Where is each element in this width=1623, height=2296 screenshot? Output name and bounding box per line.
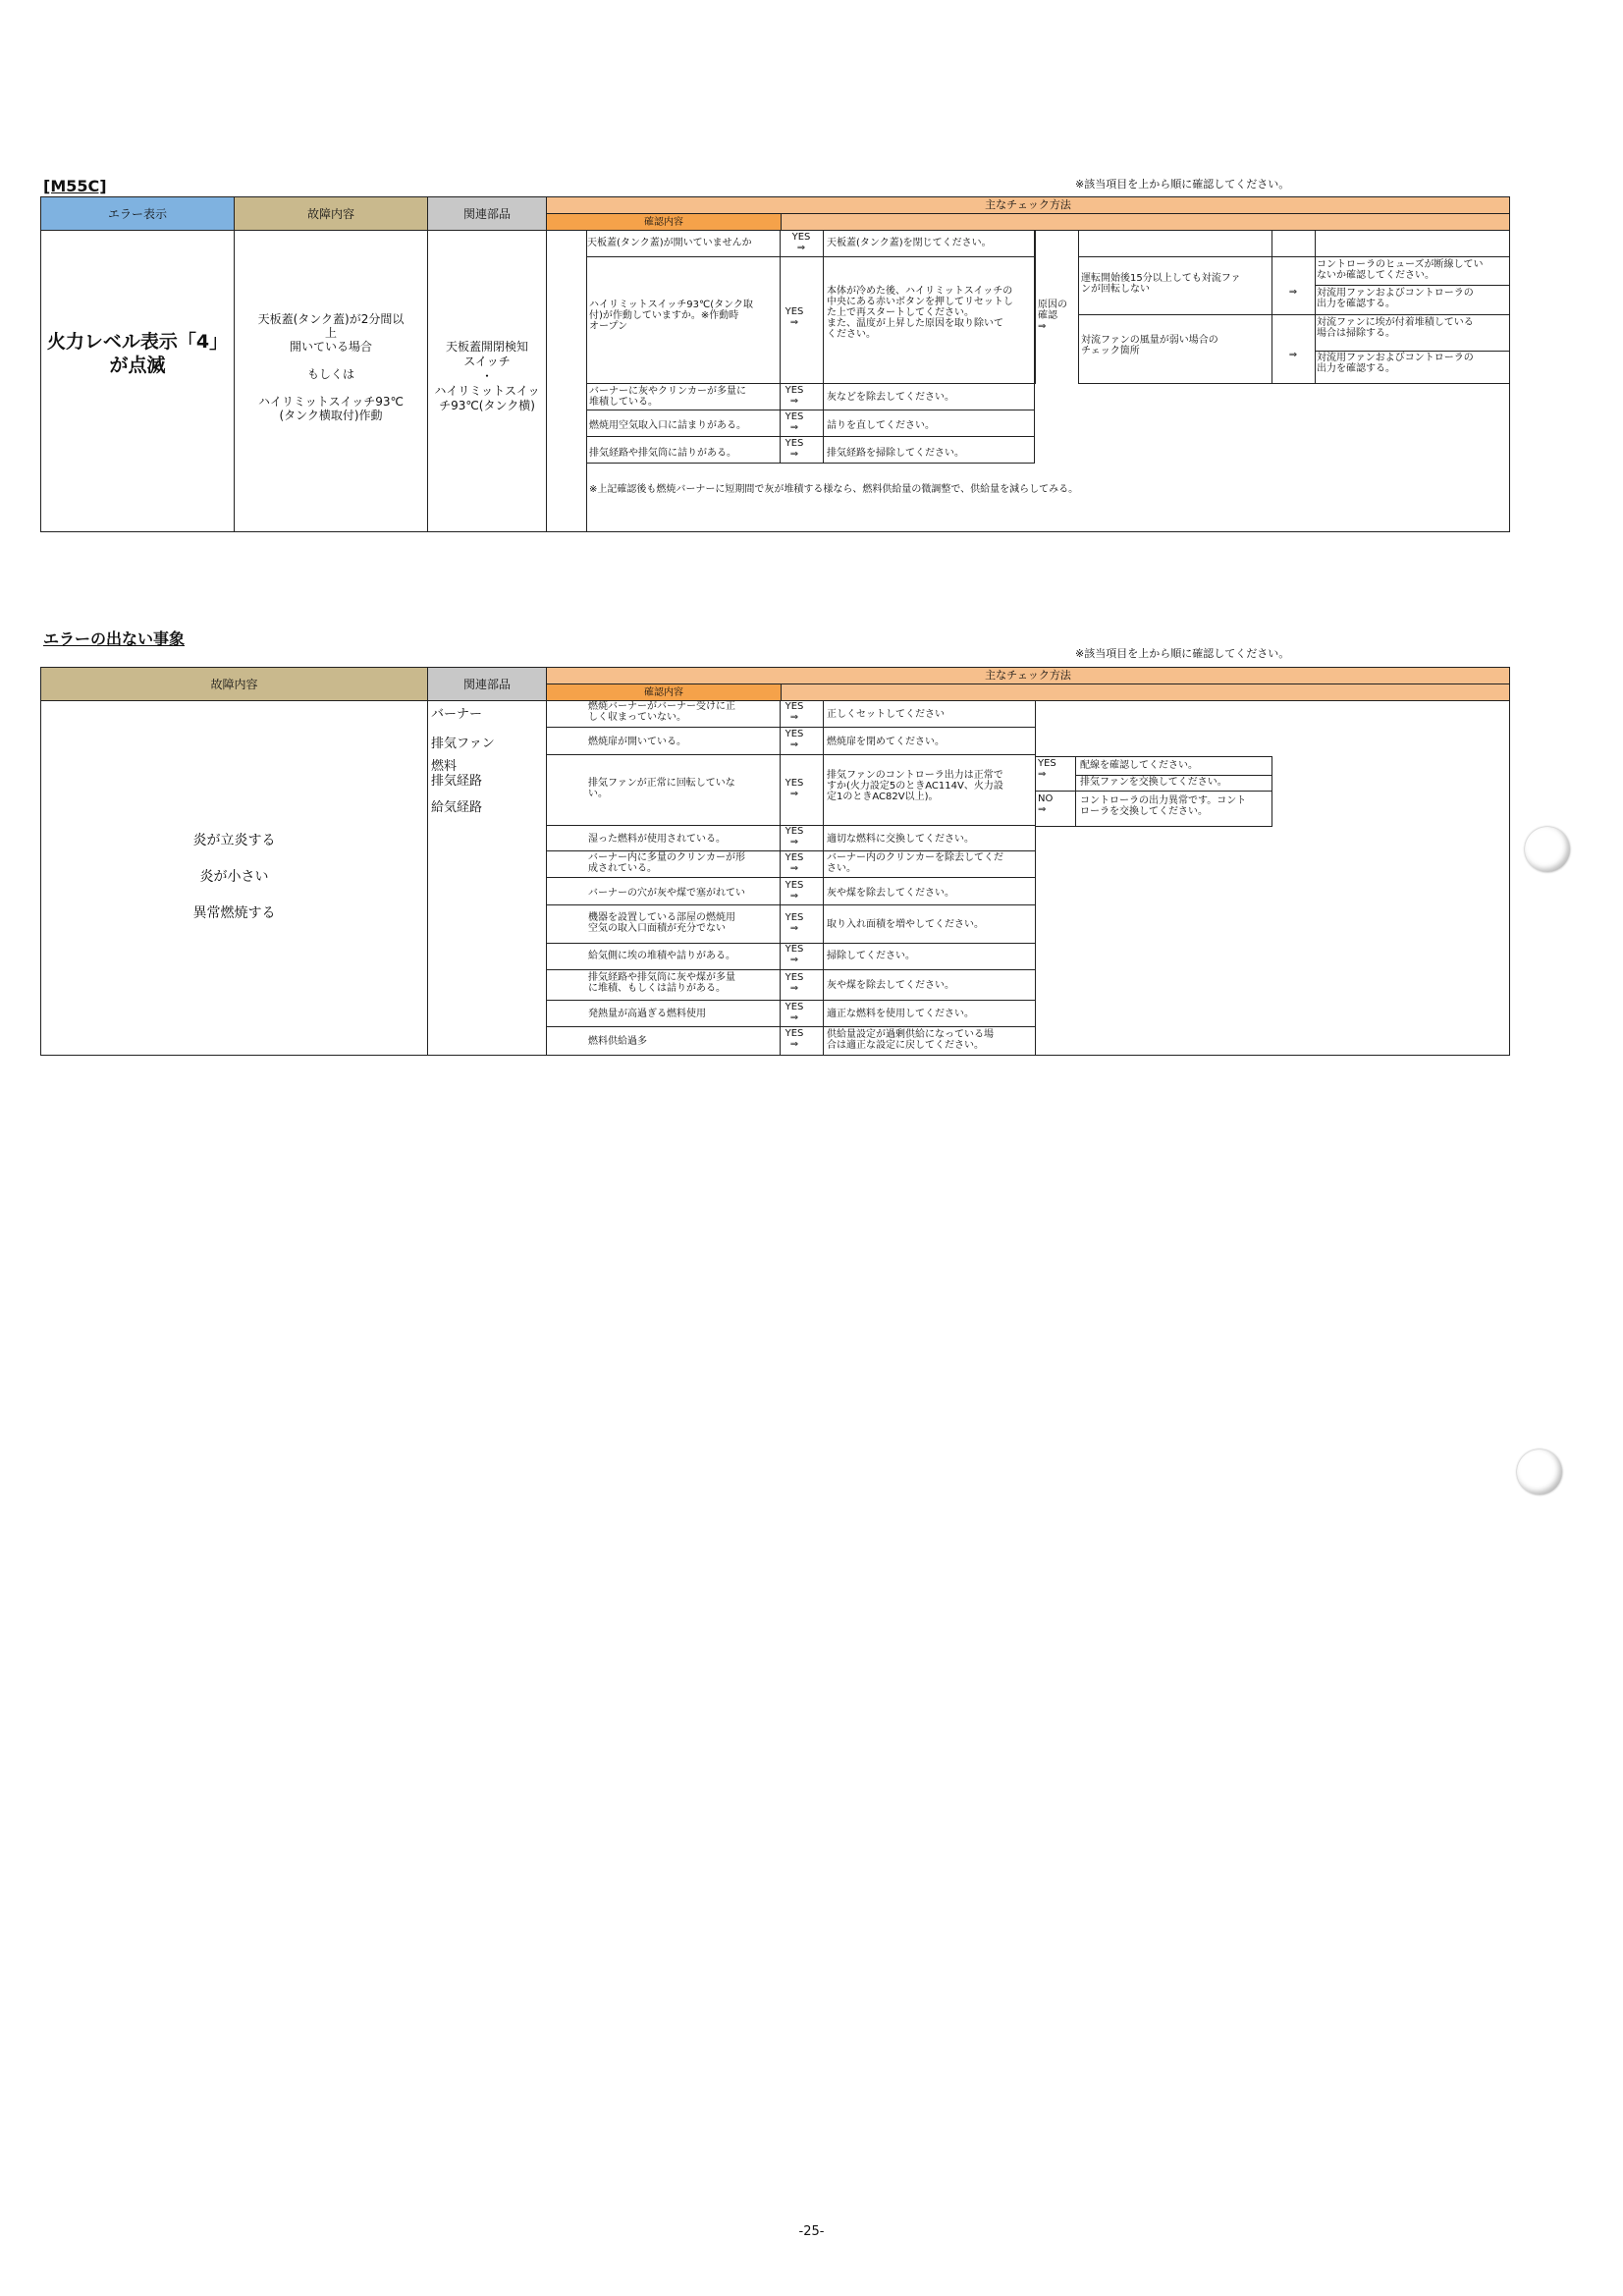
error-title: 火力レベル表示「4」 が点滅 xyxy=(46,331,229,376)
check-row-5: 排気経路や排気筒に詰りがある。 xyxy=(589,448,736,459)
fault-line: 炎が立炎する xyxy=(192,833,276,848)
check-row-1: 天板蓋(タンク蓋)が開いていませんか xyxy=(587,238,752,248)
check-row: 燃料供給過多 xyxy=(588,1036,647,1047)
fan-no: NO ⇒ xyxy=(1038,793,1054,815)
yes-label: YES ⇒ xyxy=(784,411,804,433)
fan-yes-action-1: 配線を確認してください。 xyxy=(1080,760,1198,771)
action-row: 適切な燃料に交換してください。 xyxy=(827,834,974,845)
check-row: バーナー内に多量のクリンカーが形 成されている。 xyxy=(588,852,745,874)
check-row-2: ハイリミットスイッチ93℃(タンク取 付)が作動していますか。※作動時 オープン xyxy=(589,300,753,332)
section1-footnote: ※上記確認後も燃焼バーナーに短期間で灰が堆積する様なら、燃料供給量の微調整で、供給量を減らしてみる。 xyxy=(589,484,1079,495)
action-row-5: 排気経路を掃除してください。 xyxy=(827,448,964,459)
check-row: 発熱量が高過ぎる燃料使用 xyxy=(588,1009,706,1019)
check-row: 機器を設置している部屋の燃焼用 空気の取入口面積が充分でない xyxy=(588,912,735,934)
header-parts: 関連部品 xyxy=(427,667,547,701)
sub1-action-1: コントローラのヒューズが断線してい ないか確認してください。 xyxy=(1317,259,1484,281)
fan-no-action: コントローラの出力異常です。コント ローラを交換してください。 xyxy=(1080,795,1247,817)
part-item: 燃料 排気経路 xyxy=(431,759,483,789)
yes-label: YES ⇒ xyxy=(784,306,804,328)
check-row-4: 燃焼用空気取入口に詰まりがある。 xyxy=(589,420,746,431)
yes-label: YES ⇒ xyxy=(784,852,804,874)
part-item: 排気ファン xyxy=(431,737,495,751)
yes-label: YES ⇒ xyxy=(784,972,804,994)
check-row: 燃焼バーナーがバーナー受けに正 しく収まっていない。 xyxy=(588,701,735,723)
action-row-3: 灰などを除去してください。 xyxy=(827,392,954,403)
yes-label: YES ⇒ xyxy=(784,701,804,723)
parts-text: 天板蓋開閉検知 スイッチ ・ ハイリミットスイッ チ93℃(タンク横) xyxy=(434,340,540,412)
action-row: バーナー内のクリンカーを除去してくだ さい。 xyxy=(827,852,1003,874)
yes-label: YES ⇒ xyxy=(784,778,804,799)
part-item: 給気経路 xyxy=(431,800,483,815)
yes-label: YES ⇒ xyxy=(784,944,804,965)
check-row: 燃焼扉が開いている。 xyxy=(588,737,686,747)
sub2-action-2: 対流用ファンおよびコントローラの 出力を確認する。 xyxy=(1317,353,1474,374)
punch-hole xyxy=(1517,1449,1562,1495)
action-row: 灰や煤を除去してください。 xyxy=(827,980,954,991)
section1-label: [M55C] xyxy=(43,177,107,195)
punch-hole xyxy=(1525,827,1570,872)
header-blank xyxy=(781,683,1510,701)
header-parts: 関連部品 xyxy=(427,196,547,231)
action-row: 燃焼扉を閉めてください。 xyxy=(827,737,945,747)
header-fault: 故障内容 xyxy=(234,196,428,231)
action-row: 供給量設定が過剰供給になっている場 合は適正な設定に戻してください。 xyxy=(827,1029,994,1051)
fault-line: 異常燃焼する xyxy=(192,905,276,921)
yes-label: YES ⇒ xyxy=(784,1028,804,1050)
check-row: バーナーの穴が灰や煤で塞がれてい xyxy=(588,888,745,899)
sub-check-1: 運転開始後15分以上しても対流ファ ンが回転しない xyxy=(1081,273,1241,295)
fan-yes-action-2: 排気ファンを交換してください。 xyxy=(1080,777,1227,788)
check-row: 排気経路や排気筒に灰や煤が多量 に堆積、もしくは詰りがある。 xyxy=(588,972,735,994)
header-confirm: 確認内容 xyxy=(546,213,782,231)
action-row: 取り入れ面積を増やしてください。 xyxy=(827,919,984,930)
page-number: -25- xyxy=(798,2224,825,2239)
check-row: 排気ファンが正常に回転していな い。 xyxy=(588,778,735,799)
section1-note: ※該当項目を上から順に確認してください。 xyxy=(1075,178,1290,191)
part-item: バーナー xyxy=(431,707,483,722)
sub2-action-1: 対流ファンに埃が付着堆積している 場合は掃除する。 xyxy=(1317,317,1474,339)
fan-yes: YES ⇒ xyxy=(1038,758,1056,780)
yes-label: YES ⇒ xyxy=(784,729,804,750)
yes-label: YES ⇒ xyxy=(791,232,811,253)
header-check-method: 主なチェック方法 xyxy=(546,196,1510,214)
action-row: 掃除してください。 xyxy=(827,951,915,961)
arrow-icon: ⇒ xyxy=(1288,350,1298,360)
yes-label: YES ⇒ xyxy=(784,826,804,847)
header-blank xyxy=(781,213,1510,231)
action-row: 適正な燃料を使用してください。 xyxy=(827,1009,974,1019)
cause-check: 原因の 確認 ⇒ xyxy=(1038,300,1067,332)
action-row: 排気ファンのコントローラ出力は正常で すか(火力設定5のときAC114V、火力設 定1のときAC82V以上)。 xyxy=(827,770,1003,802)
action-row: 灰や煤を除去してください。 xyxy=(827,888,954,899)
check-row-3: バーナーに灰やクリンカーが多量に 堆積している。 xyxy=(589,386,746,408)
action-row-4: 詰りを直してください。 xyxy=(827,420,935,431)
header-check-method: 主なチェック方法 xyxy=(546,667,1510,684)
sub-check-2: 対流ファンの風量が弱い場合の チェック箇所 xyxy=(1081,335,1218,356)
yes-label: YES ⇒ xyxy=(784,385,804,407)
header-error-display: エラー表示 xyxy=(40,196,235,231)
check-row: 給気側に埃の堆積や詰りがある。 xyxy=(588,951,735,961)
arrow-icon: ⇒ xyxy=(1288,287,1298,298)
action-row-2: 本体が冷めた後、ハイリミットスイッチの 中央にある赤いボタンを押してリセットし た上で再スタートしてください。 また、温度が上昇した原因を取り除いて ください。 xyxy=(827,286,1013,340)
header-fault: 故障内容 xyxy=(40,667,428,701)
section2-title: エラーの出ない事象 xyxy=(43,629,186,648)
check-row: 湿った燃料が使用されている。 xyxy=(588,834,726,845)
yes-label: YES ⇒ xyxy=(784,912,804,934)
sub1-action-2: 対流用ファンおよびコントローラの 出力を確認する。 xyxy=(1317,288,1474,309)
fault-line: 炎が小さい xyxy=(199,869,269,885)
fault-text: 天板蓋(タンク蓋)が2分間以 上 開いている場合 もしくは ハイリミットスイッチ93℃ (タンク横取付)作動 xyxy=(257,312,405,422)
yes-label: YES ⇒ xyxy=(784,1002,804,1023)
header-confirm: 確認内容 xyxy=(546,683,782,701)
yes-label: YES ⇒ xyxy=(784,880,804,902)
action-row: 正しくセットしてください xyxy=(827,709,945,720)
section2-note: ※該当項目を上から順に確認してください。 xyxy=(1075,647,1290,660)
yes-label: YES ⇒ xyxy=(784,438,804,460)
action-row-1: 天板蓋(タンク蓋)を閉じてください。 xyxy=(827,238,992,248)
